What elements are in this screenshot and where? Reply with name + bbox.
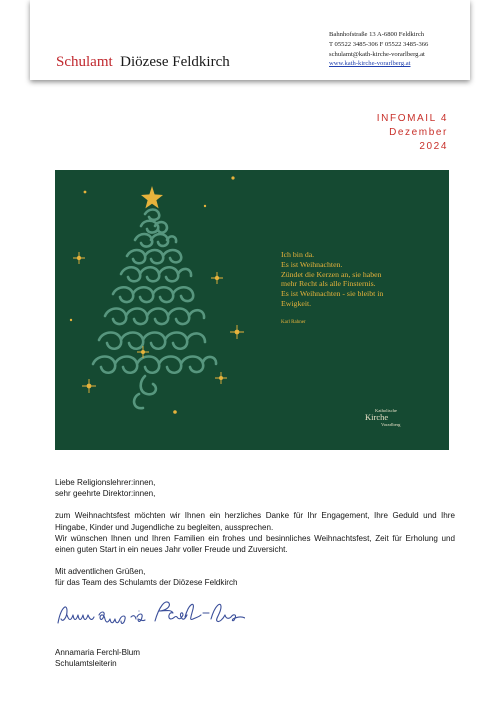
signer-name: Annamaria Ferchl-Blum — [55, 648, 141, 657]
closing-line: Mit adventlichen Grüßen, — [55, 567, 146, 577]
poem-quote — [281, 250, 431, 309]
email[interactable]: schulamt@kath-kirche-vorarlberg.at — [329, 50, 425, 58]
greeting-line: Liebe Religionslehrer:innen, — [55, 478, 156, 487]
signer-title: Schulamtsleiterin — [55, 659, 117, 669]
signer-block — [55, 647, 140, 669]
closing-line: für das Team des Schulamts der Diözese Feldkirch — [55, 578, 238, 588]
body-paragraph: Wir wünschen Ihnen und Ihren Familien ein frohes und besinnliches Weihnachtsfest, Zeit für Erholung und einen guten Start in ein neues Jahr voller Freude und Zuversicht. — [55, 533, 455, 555]
kirche-logo-line1: Katholische — [375, 408, 397, 413]
poem-line: Es ist Weihnachten - sie bleibt in — [281, 289, 384, 299]
letterhead — [30, 0, 470, 80]
poem-line: Zündet die Kerzen an, sie haben — [281, 269, 382, 279]
christmas-card — [55, 170, 449, 450]
poem-line: Es ist Weihnachten. — [281, 259, 343, 269]
poem-line: mehr Recht als alle Finsternis. — [281, 279, 376, 289]
swirl-tree — [93, 210, 216, 409]
top-star-icon — [141, 186, 163, 208]
body-paragraph: zum Weihnachtsfest möchten wir Ihnen ein herzliches Danke für Ihr Engagement, Ihre Geduld und Ihre Hingabe, Kinder und Jugendliche zu begleiten, aussprechen. — [55, 511, 455, 532]
contact-block — [329, 30, 428, 69]
poem-author: Karl Rahner — [281, 320, 306, 325]
kirche-logo — [365, 408, 400, 427]
phone: T 05522 3485-306 F 05522 3485-366 — [329, 40, 429, 48]
stars — [70, 176, 240, 413]
kirche-logo-line2: Kirche — [365, 412, 389, 422]
website-link[interactable]: www.kath-kirche-vorarlberg.at — [329, 60, 411, 68]
kirche-logo-line3: Vorarlberg — [381, 422, 401, 427]
greeting-line: sehr geehrte Direktor:innen, — [55, 489, 156, 499]
poem-line: Ewigkeit. — [281, 298, 312, 308]
poem-line: Ich bin da. — [281, 250, 315, 259]
infomail-month: Dezember — [389, 127, 448, 138]
handwritten-signature — [55, 597, 245, 638]
infomail-number: INFOMAIL 4 — [376, 113, 448, 124]
brand-schulamt: Schulamt — [56, 54, 113, 70]
brand-dioezese: Diözese Feldkirch — [120, 54, 230, 70]
brand-name — [56, 54, 230, 71]
signature-image — [55, 597, 245, 633]
infomail-year: 2024 — [419, 141, 448, 152]
letter-body — [55, 477, 455, 589]
address: Bahnhofstraße 13 A-6800 Feldkirch — [329, 31, 425, 38]
infomail-header — [377, 112, 448, 154]
